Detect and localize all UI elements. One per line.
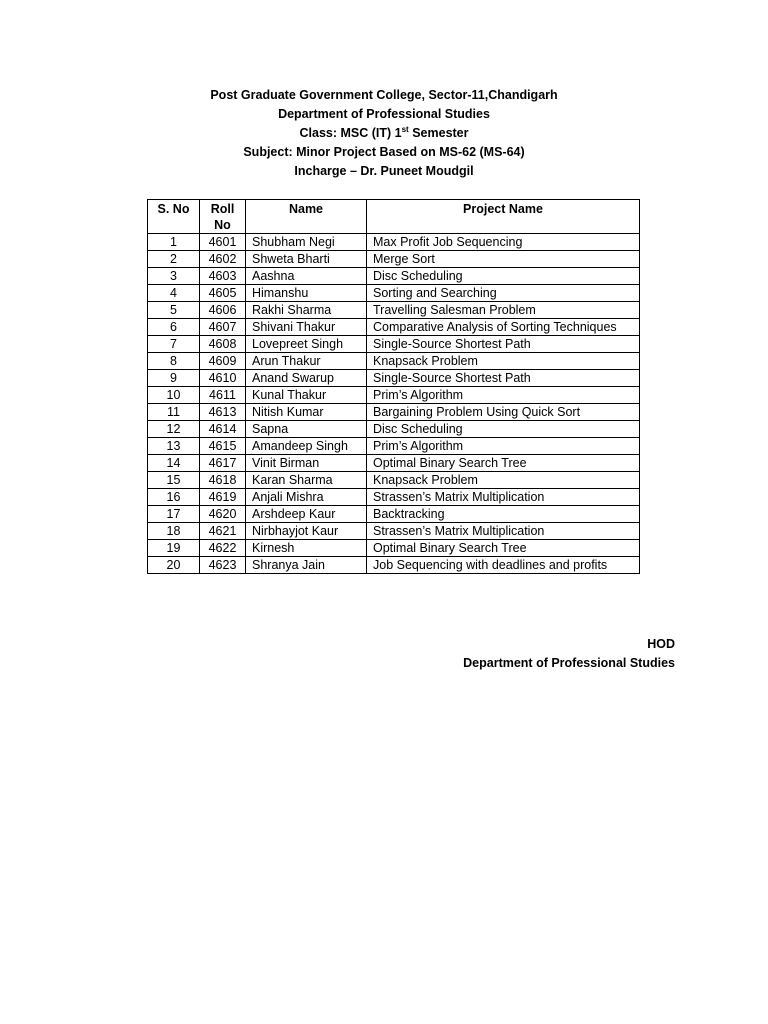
table-row — [148, 234, 640, 251]
cell-sno: 4 — [148, 285, 200, 302]
table-row — [148, 285, 640, 302]
table-row — [148, 421, 640, 438]
class-semester: Semester — [408, 126, 469, 140]
cell-project-name: Prim’s Algorithm — [367, 438, 640, 455]
cell-name: Vinit Birman — [246, 455, 367, 472]
cell-name: Lovepreet Singh — [246, 336, 367, 353]
cell-roll-no: 4603 — [200, 268, 246, 285]
cell-sno: 3 — [148, 268, 200, 285]
cell-name: Karan Sharma — [246, 472, 367, 489]
cell-project-name: Knapsack Problem — [367, 353, 640, 370]
document-header — [0, 86, 768, 181]
cell-sno: 10 — [148, 387, 200, 404]
table-row — [148, 455, 640, 472]
cell-name: Kunal Thakur — [246, 387, 367, 404]
cell-name: Shranya Jain — [246, 557, 367, 574]
cell-project-name: Max Profit Job Sequencing — [367, 234, 640, 251]
table-row — [148, 523, 640, 540]
subject-line: Subject: Minor Project Based on MS-62 (MS-64) — [243, 145, 525, 159]
table-row — [148, 251, 640, 268]
cell-project-name: Disc Scheduling — [367, 268, 640, 285]
cell-roll-no: 4611 — [200, 387, 246, 404]
cell-project-name: Travelling Salesman Problem — [367, 302, 640, 319]
cell-name: Shivani Thakur — [246, 319, 367, 336]
cell-sno: 1 — [148, 234, 200, 251]
table-row — [148, 438, 640, 455]
cell-sno: 17 — [148, 506, 200, 523]
class-label: Class: MSC (IT) 1 — [299, 126, 402, 140]
cell-project-name: Single-Source Shortest Path — [367, 370, 640, 387]
cell-roll-no: 4620 — [200, 506, 246, 523]
cell-name: Nitish Kumar — [246, 404, 367, 421]
cell-name: Kirnesh — [246, 540, 367, 557]
cell-sno: 6 — [148, 319, 200, 336]
column-header-roll-no: Roll No — [200, 200, 246, 234]
cell-roll-no: 4618 — [200, 472, 246, 489]
cell-sno: 2 — [148, 251, 200, 268]
cell-sno: 7 — [148, 336, 200, 353]
cell-sno: 16 — [148, 489, 200, 506]
cell-name: Sapna — [246, 421, 367, 438]
cell-sno: 20 — [148, 557, 200, 574]
college-name: Post Graduate Government College, Sector-11,Chandigarh — [210, 88, 558, 102]
column-header-project-name: Project Name — [367, 200, 640, 234]
cell-sno: 8 — [148, 353, 200, 370]
table-row — [148, 489, 640, 506]
incharge-line: Incharge – Dr. Puneet Moudgil — [294, 164, 474, 178]
cell-name: Arun Thakur — [246, 353, 367, 370]
cell-roll-no: 4608 — [200, 336, 246, 353]
cell-roll-no: 4610 — [200, 370, 246, 387]
cell-name: Amandeep Singh — [246, 438, 367, 455]
cell-roll-no: 4617 — [200, 455, 246, 472]
cell-sno: 13 — [148, 438, 200, 455]
cell-project-name: Prim’s Algorithm — [367, 387, 640, 404]
hod-label: HOD — [647, 637, 675, 651]
table-row — [148, 404, 640, 421]
column-header-sno: S. No — [148, 200, 200, 234]
cell-roll-no: 4607 — [200, 319, 246, 336]
cell-roll-no: 4609 — [200, 353, 246, 370]
cell-project-name: Knapsack Problem — [367, 472, 640, 489]
cell-roll-no: 4622 — [200, 540, 246, 557]
cell-roll-no: 4613 — [200, 404, 246, 421]
cell-sno: 11 — [148, 404, 200, 421]
project-table — [147, 199, 640, 574]
cell-name: Anjali Mishra — [246, 489, 367, 506]
signature-block — [463, 635, 675, 673]
cell-project-name: Optimal Binary Search Tree — [367, 540, 640, 557]
column-header-name: Name — [246, 200, 367, 234]
cell-name: Shweta Bharti — [246, 251, 367, 268]
cell-sno: 14 — [148, 455, 200, 472]
table-row — [148, 353, 640, 370]
department-name: Department of Professional Studies — [278, 107, 490, 121]
table-row — [148, 319, 640, 336]
table-row — [148, 472, 640, 489]
cell-name: Anand Swarup — [246, 370, 367, 387]
cell-project-name: Backtracking — [367, 506, 640, 523]
table-body — [148, 234, 640, 574]
table-row — [148, 302, 640, 319]
cell-project-name: Optimal Binary Search Tree — [367, 455, 640, 472]
cell-project-name: Disc Scheduling — [367, 421, 640, 438]
cell-sno: 12 — [148, 421, 200, 438]
cell-name: Arshdeep Kaur — [246, 506, 367, 523]
cell-sno: 15 — [148, 472, 200, 489]
cell-roll-no: 4621 — [200, 523, 246, 540]
cell-project-name: Sorting and Searching — [367, 285, 640, 302]
table-row — [148, 268, 640, 285]
cell-roll-no: 4614 — [200, 421, 246, 438]
cell-project-name: Strassen’s Matrix Multiplication — [367, 523, 640, 540]
cell-sno: 18 — [148, 523, 200, 540]
cell-project-name: Single-Source Shortest Path — [367, 336, 640, 353]
table-row — [148, 557, 640, 574]
table-row — [148, 370, 640, 387]
cell-roll-no: 4623 — [200, 557, 246, 574]
cell-name: Rakhi Sharma — [246, 302, 367, 319]
table-row — [148, 336, 640, 353]
cell-roll-no: 4605 — [200, 285, 246, 302]
table-row — [148, 540, 640, 557]
cell-name: Shubham Negi — [246, 234, 367, 251]
table-header-row — [148, 200, 640, 234]
cell-project-name: Strassen’s Matrix Multiplication — [367, 489, 640, 506]
cell-sno: 9 — [148, 370, 200, 387]
cell-project-name: Bargaining Problem Using Quick Sort — [367, 404, 640, 421]
class-line — [0, 124, 768, 143]
cell-roll-no: 4615 — [200, 438, 246, 455]
cell-roll-no: 4606 — [200, 302, 246, 319]
table-row — [148, 387, 640, 404]
cell-roll-no: 4602 — [200, 251, 246, 268]
table-row — [148, 506, 640, 523]
cell-name: Nirbhayjot Kaur — [246, 523, 367, 540]
cell-project-name: Job Sequencing with deadlines and profits — [367, 557, 640, 574]
cell-project-name: Merge Sort — [367, 251, 640, 268]
cell-sno: 19 — [148, 540, 200, 557]
class-ordinal-suffix: st — [401, 124, 409, 134]
cell-name: Aashna — [246, 268, 367, 285]
hod-department: Department of Professional Studies — [463, 656, 675, 670]
cell-roll-no: 4619 — [200, 489, 246, 506]
cell-project-name: Comparative Analysis of Sorting Techniques — [367, 319, 640, 336]
cell-name: Himanshu — [246, 285, 367, 302]
cell-roll-no: 4601 — [200, 234, 246, 251]
cell-sno: 5 — [148, 302, 200, 319]
